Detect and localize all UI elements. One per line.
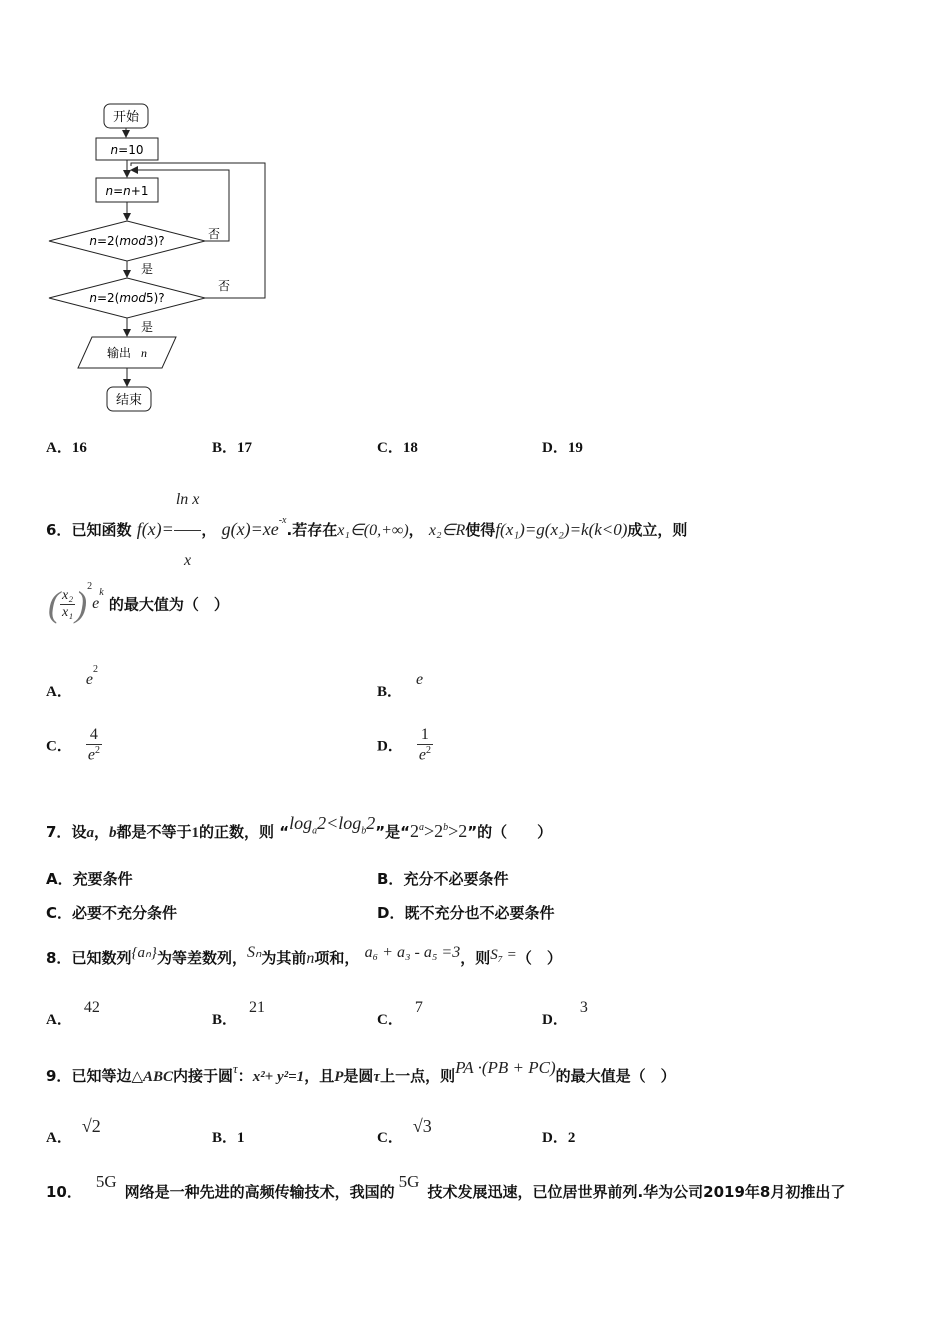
q5-option-a[interactable]: A．16 — [46, 440, 87, 456]
end-label: 结束 — [115, 393, 143, 408]
cond2-a: n — [89, 291, 97, 305]
incr-b: n — [123, 184, 131, 198]
q9-option-c[interactable]: C．√3 — [377, 1116, 432, 1146]
q6-option-a[interactable]: A．$e^2$ — [46, 664, 98, 700]
yes2-label: 是 — [141, 320, 154, 334]
flowchart — [0, 0, 300, 430]
q7-option-b[interactable]: B．充分不必要条件 — [377, 870, 509, 888]
q5-option-d[interactable]: D．19 — [542, 440, 583, 456]
q10-stem: 10．5G网络是一种先进的高频传输技术，我国的5G技术发展迅速，已位居世界前列.华为公司2019年8月初推出了 — [46, 1172, 846, 1201]
start-label: 开始 — [112, 110, 140, 125]
q6-option-c[interactable]: C． $\frac{4}{e^2}$ — [46, 726, 100, 764]
init-val: =10 — [118, 143, 144, 157]
q5-option-c[interactable]: C．18 — [377, 440, 418, 456]
incr-mid: = — [113, 184, 124, 198]
output-label: 输出 — [106, 346, 132, 360]
no2-label: 否 — [218, 279, 231, 293]
cond1-b: =2( — [96, 234, 120, 248]
svg-text:n=n+1 — [106, 184, 149, 198]
q7-option-c[interactable]: C．必要不充分条件 — [46, 904, 178, 922]
svg-text:n=10 — [111, 143, 144, 157]
no1-label: 否 — [208, 227, 221, 241]
init-var: n — [110, 143, 119, 157]
output-var: n — [141, 346, 148, 360]
q9-option-d[interactable]: D．2 — [542, 1130, 576, 1146]
q7-option-a[interactable]: A．充要条件 — [46, 870, 133, 888]
incr-a: n — [105, 184, 114, 198]
cond2-b: =2( — [96, 291, 120, 305]
q7-stem: 7．设a，b都是不等于1的正数，则 “$\log_a2<\log_b2$”是“$2^a>2^b>2$”的（ ） — [46, 813, 553, 841]
q8-option-c[interactable]: C．7 — [377, 999, 423, 1028]
cond1-d: 3)? — [145, 234, 165, 248]
cond2-d: 5)? — [145, 291, 165, 305]
q6-stem: 6．已知函数 f(x)= $\frac{\text{ln x}}{x}$ ， $g(x)=xe^{-x}$.若存在x₁∈(0,+∞)， x₂∈R使得f(x₁)=g(x₂)=k(k<0)成立，则 — [46, 470, 687, 591]
svg-text:n=2(mod3)? — [89, 234, 164, 248]
cond2-c: mod — [119, 291, 146, 305]
q8-stem: 8．已知数列{aₙ}为等差数列，Sₙ为其前n项和， a₆ + a₃ - a₅ =3，则S₇ =（ ） — [46, 944, 562, 967]
q9-option-a[interactable]: A．√2 — [46, 1116, 101, 1146]
q7-option-d[interactable]: D．既不充分也不必要条件 — [377, 904, 555, 922]
q6-expression: ( $\frac{\text{x₂}}{\text{x₁}}$ )$^2e^k$ 的最大值为（ ） — [48, 580, 229, 624]
q8-option-b[interactable]: B．21 — [212, 999, 266, 1028]
svg-text:n=2(mod5)? — [89, 291, 164, 305]
q9-stem: 9．已知等边△ABC内接于圆τ：x²+ y²=1，且P是圆τ上一点，则PA ·(PB + PC)的最大值是（ ） — [46, 1058, 676, 1085]
incr-c: +1 — [130, 184, 149, 198]
q6-option-b[interactable]: B．e — [377, 671, 424, 700]
q8-option-d[interactable]: D．3 — [542, 999, 588, 1028]
q9-option-b[interactable]: B．1 — [212, 1130, 245, 1146]
q8-option-a[interactable]: A．42 — [46, 999, 100, 1028]
cond1-c: mod — [119, 234, 146, 248]
svg-text:输出n — [107, 345, 147, 360]
cond1-a: n — [89, 234, 97, 248]
q6-option-d[interactable]: D． $\frac{1}{e^2}$ — [377, 726, 431, 764]
q5-option-b[interactable]: B．17 — [212, 440, 253, 456]
yes1-label: 是 — [141, 262, 154, 276]
